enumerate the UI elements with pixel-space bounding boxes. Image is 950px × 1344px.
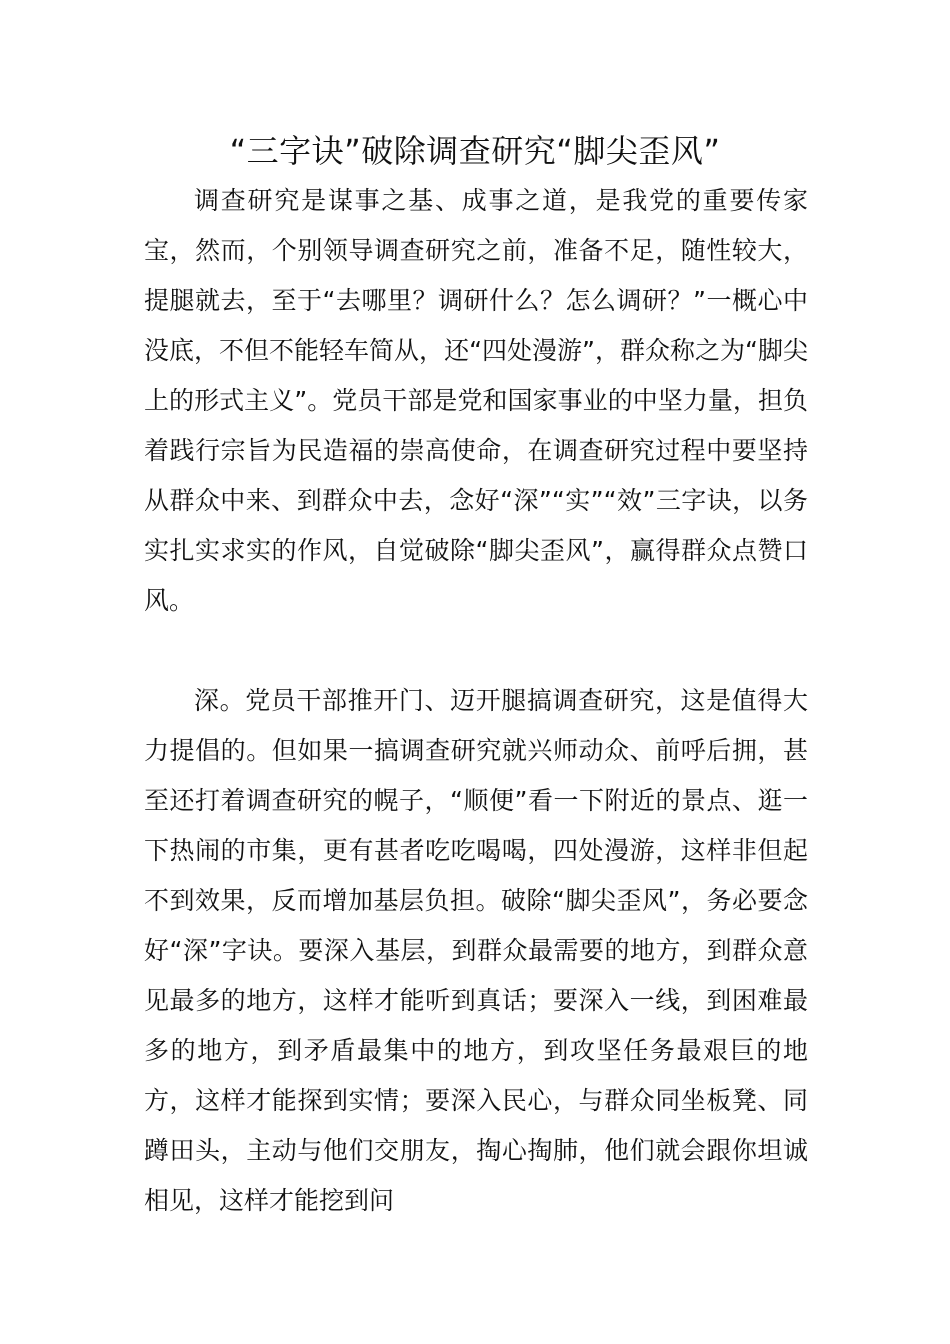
paragraph-intro: 调查研究是谋事之基、成事之道，是我党的重要传家宝，然而，个别领导调查研究之前，准备不足，随性较大，提腿就去，至于“去哪里？调研什么？怎么调研？”一概心中没底，不但不能轻车简从，还“四处漫游”，群众称之为“脚尖上的形式主义”。党员干部是党和国家事业的中坚力量，担负着践行宗旨为民造福的崇高使命，在调查研究过程中要坚持从群众中来、到群众中去，念好“深”“实”“效”三字诀，以务实扎实求实的作风，自觉破除“脚尖歪风”，赢得群众点赞口风。: [144, 186, 808, 615]
paragraph-shen: 深。党员干部推开门、迈开腿搞调查研究，这是值得大力提倡的。但如果一搞调查研究就兴师动众、前呼后拥，甚至还打着调查研究的幌子，“顺便”看一下附近的景点、逛一下热闹的市集，更有甚者吃吃喝喝，四处漫游，这样非但起不到效果，反而增加基层负担。破除“脚尖歪风”，务必要念好“深”字诀。要深入基层，到群众最需要的地方，到群众意见最多的地方，这样才能听到真话；要深入一线，到困难最多的地方，到矛盾最集中的地方，到攻坚任务最艰巨的地方，这样才能探到实情；要深入民心，与群众同坐板凳、同蹲田头，主动与他们交朋友，掏心掏肺，他们就会跟你坦诚相见，这样才能挖到问: [144, 686, 808, 1215]
document-title: “三字诀”破除调查研究“脚尖歪风”: [229, 132, 721, 170]
document-body: [144, 176, 808, 1226]
